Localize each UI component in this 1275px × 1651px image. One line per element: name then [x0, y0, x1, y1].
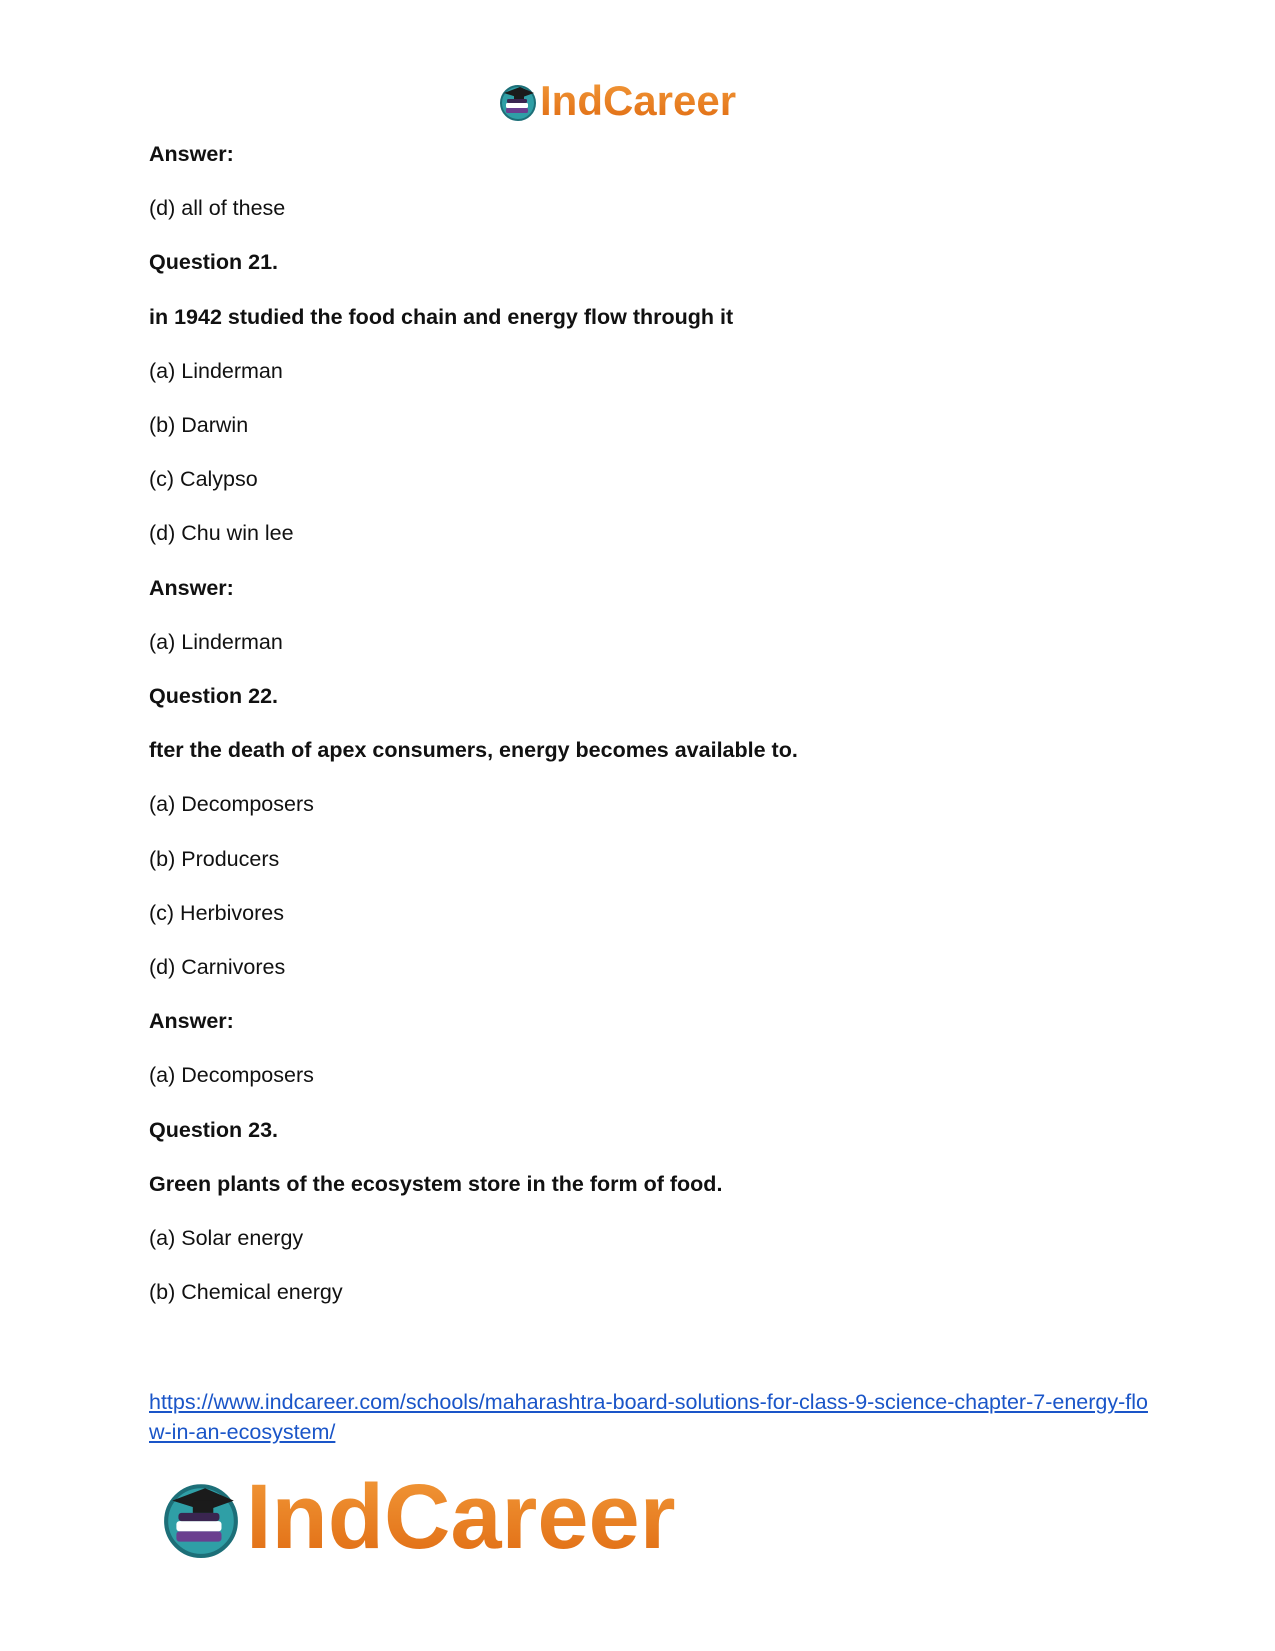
heading-line: Question 22.: [149, 684, 279, 708]
graduation-cap-book-globe-icon: [498, 81, 538, 121]
text-line: (a) Linderman: [149, 358, 283, 383]
text-line: (d) all of these: [149, 196, 286, 221]
text-line: (d) Chu win lee: [149, 521, 294, 546]
heading-line: fter the death of apex consumers, energy becomes available to.: [149, 738, 798, 763]
heading-line: Green plants of the ecosystem store in the form of food.: [149, 1171, 723, 1196]
text-line: (c) Herbivores: [149, 900, 284, 925]
text-line: (a) Decomposers: [149, 792, 314, 817]
text-line: (b) Producers: [149, 846, 280, 871]
logo-wordmark: IndCareer: [540, 77, 737, 124]
heading-line: Answer:: [149, 1009, 234, 1034]
text-line: (b) Darwin: [149, 413, 249, 437]
heading-line: Answer:: [149, 575, 234, 600]
text-line: (c) Calypso: [149, 467, 258, 492]
graduation-cap-book-globe-icon: [160, 1476, 242, 1558]
text-line: (a) Linderman: [149, 629, 283, 654]
heading-line: Question 23.: [149, 1117, 279, 1142]
footer-logo: [160, 1467, 676, 1567]
source-link[interactable]: https://www.indcareer.com/schools/maharashtra-board-solutions-for-class-9-science-chapter-7-energy-flow-in-an-ecosystem/: [149, 1390, 1148, 1444]
text-line: (a) Solar energy: [149, 1226, 304, 1250]
header-logo: [498, 78, 736, 124]
text-line: (a) Decomposers: [149, 1063, 314, 1088]
text-line: (b) Chemical energy: [149, 1280, 343, 1305]
logo-wordmark: IndCareer: [246, 1466, 676, 1568]
heading-line: Answer:: [149, 142, 234, 166]
heading-line: Question 21.: [149, 250, 279, 275]
heading-line: in 1942 studied the food chain and energy flow through it: [149, 304, 734, 329]
text-line: (d) Carnivores: [149, 955, 286, 979]
